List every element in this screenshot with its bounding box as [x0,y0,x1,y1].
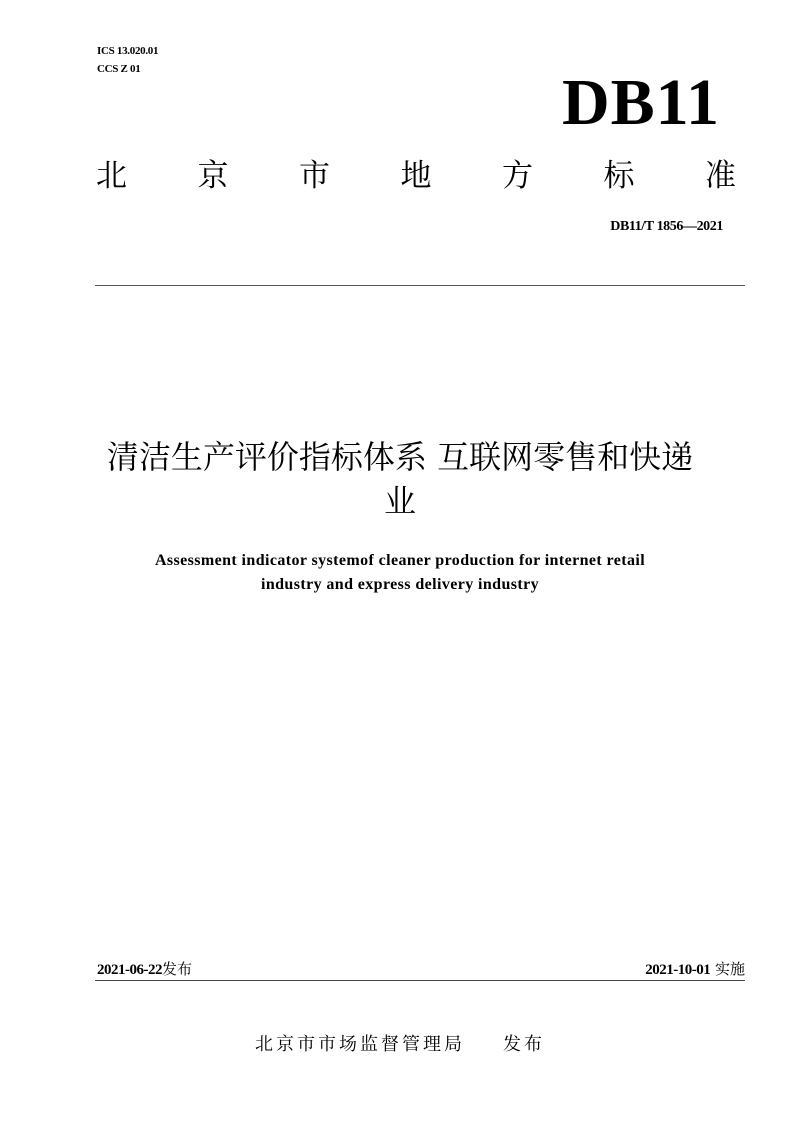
classification-codes [97,42,158,78]
chinese-title-line: 业 [383,482,416,520]
chinese-title-line: 清洁生产评价指标体系 互联网零售和快递 [106,438,694,476]
standard-type-char: 市 [299,158,330,194]
standard-number: DB11/T 1856—2021 [610,219,723,234]
implement-date: 2021-10-01 [645,962,711,978]
ics-code: ICS 13.020.01 [97,45,159,57]
ccs-code: CCS Z 01 [97,63,141,75]
db-logo: DB11 [561,66,720,139]
standard-type-char: 方 [502,158,533,194]
english-title-line: industry and express delivery industry [260,576,540,593]
standard-type-char: 地 [400,158,432,194]
implement-label: 实施 [714,960,745,978]
publisher-name: 北京市市场监督管理局 [255,1034,465,1055]
english-title-line: Assessment indicator systemof cleaner production for internet retail [154,552,646,569]
chinese-title [60,435,740,523]
english-title [60,549,740,597]
publisher-label: 发布 [503,1034,545,1055]
standard-type-char: 标 [603,158,635,194]
publisher-line [0,1030,800,1056]
issue-label: 发布 [162,960,193,978]
standard-type-char: 准 [705,158,736,194]
standard-type-heading [96,156,736,196]
date-row [97,958,745,982]
bottom-divider [95,980,745,981]
implement-date-block [645,958,745,979]
standard-type-char: 北 [96,158,127,194]
issue-date-block [97,958,192,979]
top-divider [95,285,745,286]
standard-type-char: 京 [197,158,229,194]
issue-date: 2021-06-22 [97,962,162,978]
